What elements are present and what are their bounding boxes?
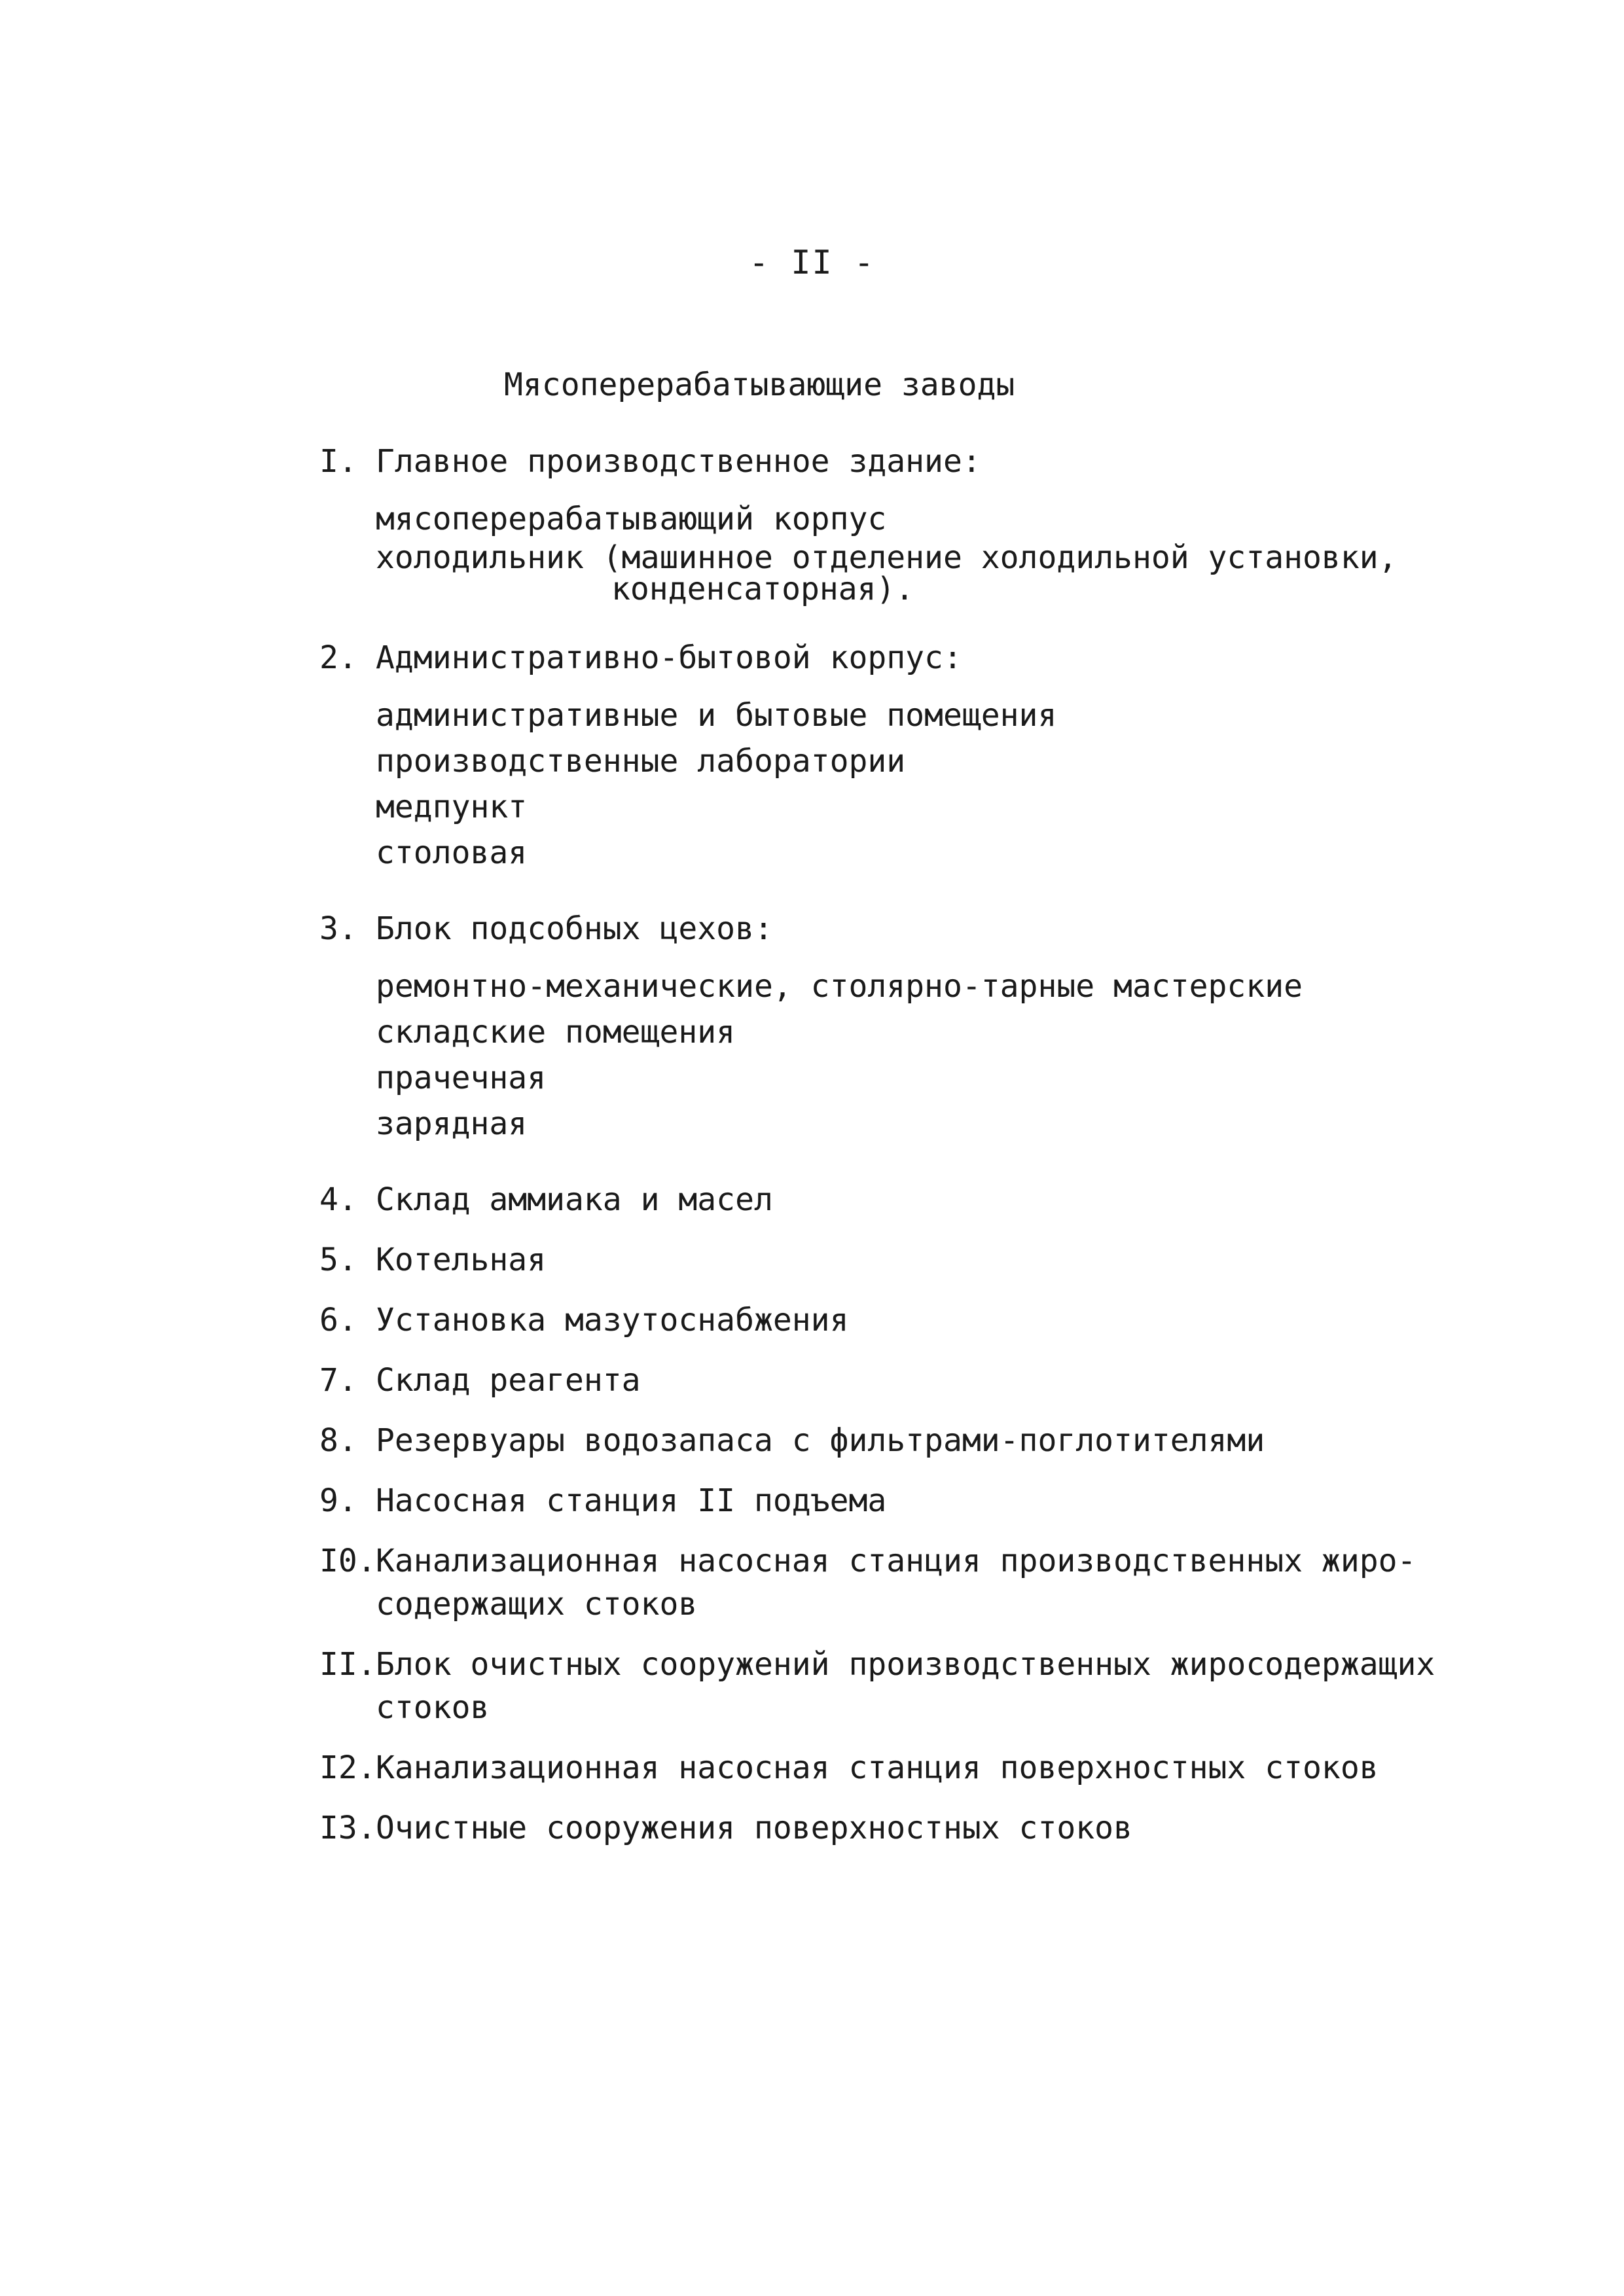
sub-item-continuation: конденсаторная). xyxy=(611,571,914,607)
item-text: Административно-бытовой корпус: xyxy=(376,639,962,676)
item-number: 4. xyxy=(319,1181,357,1218)
sub-list xyxy=(319,496,1511,605)
item-text: Очистные сооружения поверхностных стоков xyxy=(376,1810,1132,1846)
section-heading: Мясоперерабатывающие заводы xyxy=(504,367,1015,403)
item-text: Котельная xyxy=(376,1242,547,1278)
item-text-continuation: стоков xyxy=(376,1689,490,1726)
item-number: 6. xyxy=(319,1302,357,1338)
item-number: I. xyxy=(319,443,357,480)
list-item xyxy=(319,1178,1511,1221)
item-text: Склад реагента xyxy=(376,1362,641,1399)
list-item xyxy=(319,1746,1511,1789)
item-number: I3. xyxy=(319,1810,376,1846)
item-text: Склад аммиака и масел xyxy=(376,1181,773,1218)
sub-item: зарядная xyxy=(376,1105,528,1142)
list-item xyxy=(319,1419,1511,1462)
item-number: 5. xyxy=(319,1242,357,1278)
facility-list xyxy=(319,440,1511,1850)
sub-item: прачечная xyxy=(376,1060,547,1096)
item-text: Блок очистных сооружений производственных жиросодержащих xyxy=(376,1646,1435,1683)
sub-item: холодильник (машинное отделение холодильной установки, xyxy=(376,539,1398,576)
sub-list xyxy=(319,963,1511,1147)
item-number: 8. xyxy=(319,1422,357,1459)
list-item xyxy=(319,1806,1511,1850)
list-item xyxy=(319,1359,1511,1402)
sub-item: складские помещения xyxy=(376,1014,736,1050)
item-text: Главное производственное здание: xyxy=(376,443,981,480)
list-item xyxy=(319,1479,1511,1522)
item-text-continuation: содержащих стоков xyxy=(376,1586,698,1623)
item-number: 2. xyxy=(319,639,357,676)
sub-item: производственные лаборатории xyxy=(376,743,906,780)
item-text: Резервуары водозапаса с фильтрами-поглотителями xyxy=(376,1422,1265,1459)
sub-item: ремонтно-механические, столярно-тарные мастерские xyxy=(376,968,1303,1005)
item-text: Канализационная насосная станция производственных жиро- xyxy=(376,1543,1416,1579)
page-number: - II - xyxy=(749,243,875,281)
item-text: Установка мазутоснабжения xyxy=(376,1302,849,1338)
item-number: 3. xyxy=(319,910,357,947)
item-number: 9. xyxy=(319,1482,357,1519)
list-item xyxy=(319,1643,1511,1729)
list-item xyxy=(319,907,1511,1147)
list-item xyxy=(319,1539,1511,1626)
item-text: Насосная станция II подъема xyxy=(376,1482,887,1519)
item-text: Канализационная насосная станция поверхностных стоков xyxy=(376,1749,1379,1786)
item-number: I0. xyxy=(319,1543,376,1579)
item-number: I2. xyxy=(319,1749,376,1786)
sub-item: административные и бытовые помещения xyxy=(376,697,1057,734)
sub-item: медпункт xyxy=(376,789,528,825)
list-item xyxy=(319,636,1511,876)
list-item xyxy=(319,440,1511,605)
list-item xyxy=(319,1238,1511,1282)
item-number: 7. xyxy=(319,1362,357,1399)
sub-item: столовая xyxy=(376,834,528,871)
item-number: II. xyxy=(319,1646,376,1683)
sub-item: мясоперерабатывающий корпус xyxy=(376,501,887,537)
item-text: Блок подсобных цехов: xyxy=(376,910,773,947)
sub-list xyxy=(319,692,1511,876)
list-item xyxy=(319,1299,1511,1342)
